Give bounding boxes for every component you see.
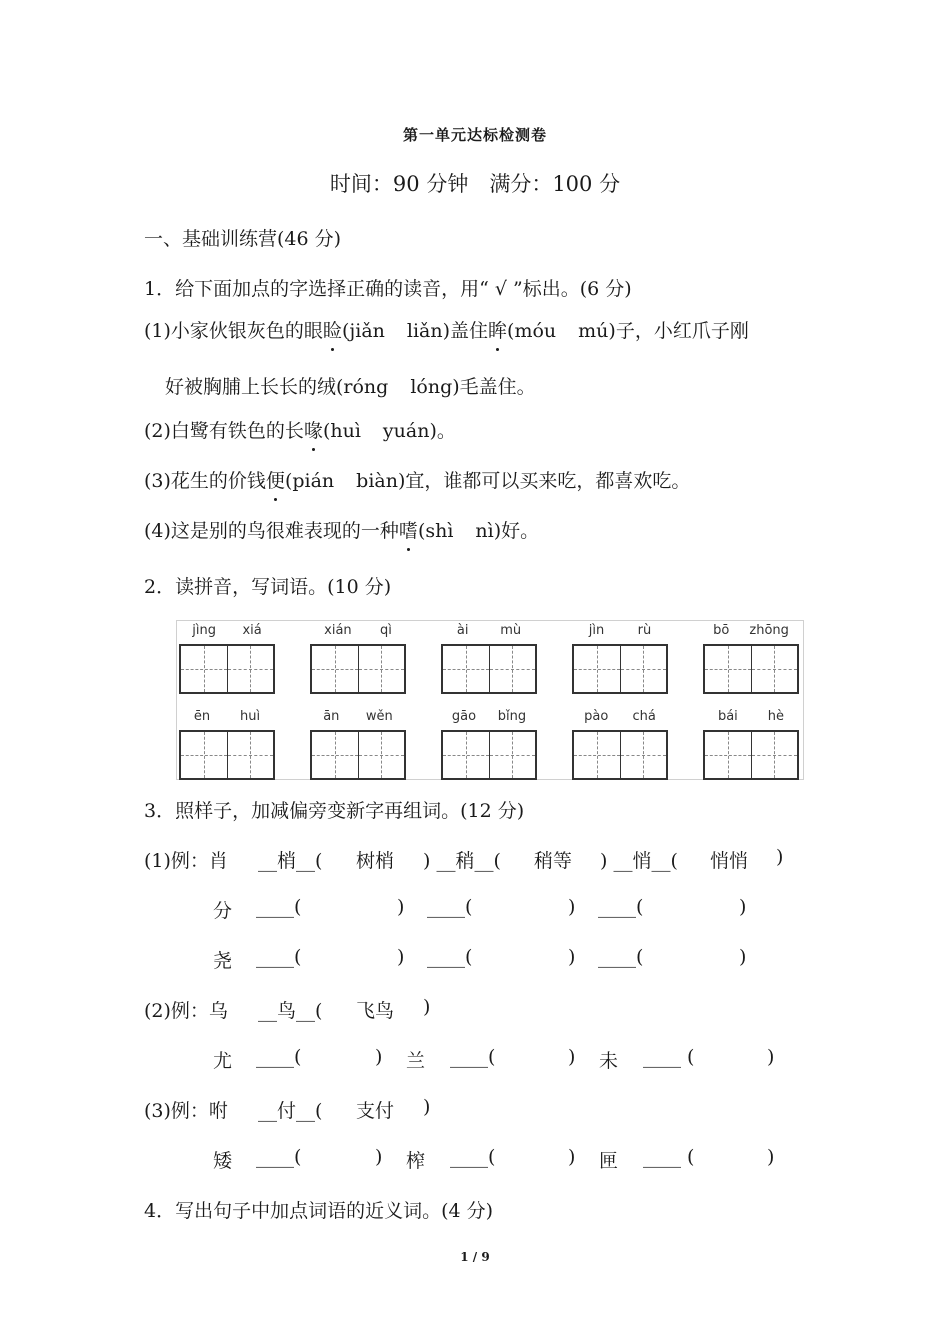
text: lóng)毛盖住。 bbox=[410, 376, 536, 398]
text: liǎn)盖住 bbox=[406, 320, 489, 342]
paren-close: ) bbox=[739, 896, 747, 918]
pinyin: jìng bbox=[192, 623, 216, 638]
pinyin-item bbox=[179, 709, 275, 729]
pinyin: mù bbox=[500, 623, 522, 638]
paren-close: ) bbox=[568, 946, 576, 968]
text: (shì bbox=[417, 520, 454, 542]
exam-meta: 时间：90 分钟 满分：100 分 bbox=[329, 172, 621, 196]
base-char: 兰 bbox=[406, 1050, 426, 1072]
text: 好被胸脯上长长的绒(róng bbox=[165, 376, 389, 398]
page-number: 1 / 9 bbox=[460, 1250, 490, 1264]
text: nì)好。 bbox=[475, 520, 540, 542]
base-char: 尤 bbox=[213, 1050, 233, 1072]
answer-blank[interactable]: ____( bbox=[256, 896, 302, 918]
pinyin: gāo bbox=[451, 709, 477, 724]
q1-heading: 1．给下面加点的字选择正确的读音，用“ √ ”标出。(6 分) bbox=[144, 278, 632, 300]
q1-item-3 bbox=[144, 466, 690, 493]
text: biàn)宜，谁都可以买来吃，都喜欢吃。 bbox=[356, 470, 691, 492]
pinyin: ài bbox=[456, 623, 469, 638]
pinyin: bǐng bbox=[497, 709, 527, 724]
pinyin: qì bbox=[379, 623, 392, 638]
paren-close: ) bbox=[568, 1046, 576, 1068]
text: (2)白鹭有铁色的长 bbox=[144, 420, 304, 442]
text: (móu bbox=[507, 320, 557, 342]
dotted-char: 嗜 bbox=[399, 516, 418, 543]
paren-close: ) bbox=[423, 996, 431, 1018]
base-char: 尧 bbox=[213, 950, 233, 972]
pinyin: rù bbox=[637, 623, 652, 638]
answer-blank: __梢__( bbox=[258, 850, 323, 872]
answer-blank[interactable]: ____( bbox=[427, 946, 473, 968]
pinyin: huì bbox=[239, 709, 261, 724]
q3-heading: 3．照样子，加减偏旁变新字再组词。(12 分) bbox=[144, 800, 525, 822]
dotted-char: 睑 bbox=[323, 316, 342, 343]
pinyin-item bbox=[703, 623, 799, 643]
writing-boxes[interactable] bbox=[179, 644, 275, 694]
example-label: (3)例：咐 bbox=[144, 1100, 228, 1122]
answer-blank[interactable]: ____( bbox=[256, 1046, 302, 1068]
paren-close: ) bbox=[767, 1046, 775, 1068]
text: (3)花生的价钱 bbox=[144, 470, 266, 492]
pinyin: xiá bbox=[242, 623, 262, 638]
answer-blank[interactable]: ____( bbox=[256, 946, 302, 968]
text: mú)子，小红爪子刚 bbox=[578, 320, 749, 342]
page-title: 第一单元达标检测卷 bbox=[402, 126, 547, 144]
section-heading: 一、基础训练营(46 分) bbox=[144, 228, 342, 250]
text: (pián bbox=[284, 470, 335, 492]
paren-close: ) bbox=[375, 1146, 383, 1168]
text: (huì bbox=[322, 420, 361, 442]
pinyin: pào bbox=[584, 709, 609, 724]
answer-blank: __鸟__( bbox=[258, 1000, 323, 1022]
text: (jiǎn bbox=[341, 320, 385, 342]
writing-boxes[interactable] bbox=[179, 730, 275, 780]
pinyin-item bbox=[441, 709, 537, 729]
pinyin: hè bbox=[767, 709, 785, 724]
example-word: 支付 bbox=[356, 1100, 395, 1122]
paren-close: ) bbox=[767, 1146, 775, 1168]
text: (4)这是别的鸟很难表现的一种 bbox=[144, 520, 399, 542]
paren-close: ) bbox=[375, 1046, 383, 1068]
example-word: 树梢 bbox=[356, 850, 395, 872]
pinyin-item bbox=[310, 709, 406, 729]
pinyin: zhōng bbox=[749, 623, 789, 638]
example-word: 悄悄 bbox=[710, 850, 749, 872]
q2-heading: 2．读拼音，写词语。(10 分) bbox=[144, 576, 392, 598]
answer-blank[interactable]: ____( bbox=[450, 1146, 496, 1168]
base-char: 榨 bbox=[406, 1150, 426, 1172]
pinyin-item bbox=[179, 623, 275, 643]
q1-item-1-line-2 bbox=[165, 372, 536, 399]
paren-close: ) bbox=[397, 896, 405, 918]
pinyin: ēn bbox=[193, 709, 211, 724]
example-label: (1)例：肖 bbox=[144, 850, 228, 872]
paren-close: ) bbox=[568, 1146, 576, 1168]
q1-item-2 bbox=[144, 416, 456, 443]
dotted-char: 眸 bbox=[488, 316, 507, 343]
base-char: 矮 bbox=[213, 1150, 233, 1172]
writing-boxes[interactable] bbox=[310, 644, 406, 694]
paren-close: ) bbox=[568, 896, 576, 918]
answer-blank: ) __稍__( bbox=[423, 850, 501, 872]
pinyin: bái bbox=[717, 709, 738, 724]
example-label: (2)例：乌 bbox=[144, 1000, 228, 1022]
example-word: 稍等 bbox=[534, 850, 573, 872]
pinyin-item bbox=[310, 623, 406, 643]
q1-item-1-line-1 bbox=[144, 316, 749, 343]
base-char: 分 bbox=[213, 900, 233, 922]
paren-close: ) bbox=[739, 946, 747, 968]
answer-blank[interactable]: ____( bbox=[427, 896, 473, 918]
example-word: 飞鸟 bbox=[356, 1000, 395, 1022]
writing-boxes[interactable] bbox=[572, 644, 668, 694]
answer-blank[interactable]: ____( bbox=[598, 896, 644, 918]
writing-boxes[interactable] bbox=[310, 730, 406, 780]
q4-heading: 4．写出句子中加点词语的近义词。(4 分) bbox=[144, 1200, 494, 1222]
writing-boxes[interactable] bbox=[441, 644, 537, 694]
base-char: 匣 bbox=[599, 1150, 619, 1172]
answer-blank: ) __悄__( bbox=[600, 850, 678, 872]
writing-boxes[interactable] bbox=[441, 730, 537, 780]
pinyin-grid bbox=[176, 620, 804, 780]
paren-close: ) bbox=[776, 846, 784, 868]
answer-blank[interactable]: ____ ( bbox=[643, 1146, 695, 1168]
writing-boxes[interactable] bbox=[703, 730, 799, 780]
answer-blank[interactable]: ____( bbox=[450, 1046, 496, 1068]
pinyin: wěn bbox=[365, 709, 393, 724]
answer-blank[interactable]: ____( bbox=[256, 1146, 302, 1168]
pinyin-item bbox=[572, 709, 668, 729]
writing-boxes[interactable] bbox=[572, 730, 668, 780]
base-char: 未 bbox=[599, 1050, 619, 1072]
pinyin-item bbox=[572, 623, 668, 643]
text: yuán)。 bbox=[382, 420, 456, 442]
pinyin: jìn bbox=[588, 623, 605, 638]
pinyin-item bbox=[703, 709, 799, 729]
answer-blank[interactable]: ____ ( bbox=[643, 1046, 695, 1068]
pinyin: chá bbox=[632, 709, 656, 724]
dotted-char: 便 bbox=[266, 466, 285, 493]
pinyin-item bbox=[441, 623, 537, 643]
answer-blank[interactable]: ____( bbox=[598, 946, 644, 968]
paren-close: ) bbox=[423, 1096, 431, 1118]
dotted-char: 喙 bbox=[304, 416, 323, 443]
writing-boxes[interactable] bbox=[703, 644, 799, 694]
answer-blank: __付__( bbox=[258, 1100, 323, 1122]
pinyin: xián bbox=[324, 623, 352, 638]
text: (1)小家伙银灰色的眼 bbox=[144, 320, 323, 342]
paren-close: ) bbox=[397, 946, 405, 968]
q1-item-4 bbox=[144, 516, 539, 543]
pinyin: bō bbox=[713, 623, 730, 638]
pinyin: ān bbox=[323, 709, 340, 724]
